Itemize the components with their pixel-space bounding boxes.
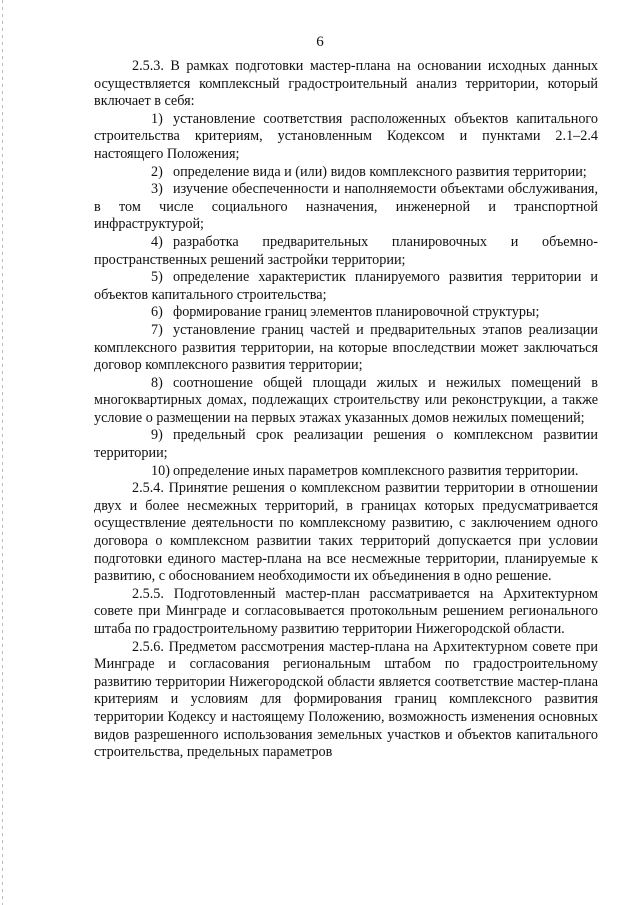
list-item: 2) определение вида и (или) видов комплексного развития территории; xyxy=(151,163,587,180)
list-item: 7) установление границ частей и предварительных этапов реализации комплексного развития территории, на которые впоследствии может заключаться договор комплексного развития территории; xyxy=(94,321,598,374)
page-number: 6 xyxy=(316,34,324,50)
section-2-5-4: 2.5.4. Принятие решения о комплексном развитии территории в отношении двух и более несмежных территорий, в границах которых предусматривается осуществление деятельности по комплексному развитию, с заключением одного договора о комплексном развитии таких территорий допускается при условии подготовки единого мастер-плана на все несмежные территории, планируемые к развитию, с обоснованием необходимости их объединения в одно решение. xyxy=(94,480,598,585)
document-body xyxy=(94,58,598,762)
section-2-5-6: 2.5.6. Предметом рассмотрения мастер-плана на Архитектурном совете при Минграде и согласования региональным штабом по градостроительному развитию территории Нижегородской области является соответствие мастер-плана критериям и условиям для формирования границ комплексного развития территории Кодексу и настоящему Положению, возможность изменения основных видов разрешенного использования земельных участков и объектов капитального строительства, предельных параметров xyxy=(94,638,598,761)
scan-edge xyxy=(2,0,3,905)
section-2-5-5: 2.5.5. Подготовленный мастер-план рассматривается на Архитектурном совете при Минграде и согласовывается протокольным решением регионального штаба по градостроительному развитию территории Нижегородской области. xyxy=(94,585,598,637)
list-item: 9) предельный срок реализации решения о комплексном развитии территории; xyxy=(94,427,598,462)
list-item: 4) разработка предварительных планировочных и объемно-пространственных решений застройки территории; xyxy=(94,233,598,268)
list-item: 6) формирование границ элементов планировочной структуры; xyxy=(151,304,540,321)
list-item: 10) определение иных параметров комплексного развития территории. xyxy=(151,462,579,479)
list-item: 1) установление соответствия расположенных объектов капитального строительства критериям, установленным Кодексом и пунктами 2.1–2.4 настоящего Положения; xyxy=(94,110,598,162)
list-item: 8) соотношение общей площади жилых и нежилых помещений в многоквартирных домах, подлежащих строительству или реконструкции, а также условие о размещении на первых этажах указанных домов нежилых помещений; xyxy=(94,374,598,426)
list-item: 5) определение характеристик планируемого развития территории и объектов капитального строительства; xyxy=(94,269,598,303)
section-2-5-3-intro: 2.5.3. В рамках подготовки мастер-плана на основании исходных данных осуществляется комплексный градостроительный анализ территории, который включает в себя: xyxy=(94,58,598,110)
list-item: 3) изучение обеспеченности и наполняемости объектами обслуживания, в том числе социального назначения, инженерной и транспортной инфраструктурой; xyxy=(94,181,598,233)
